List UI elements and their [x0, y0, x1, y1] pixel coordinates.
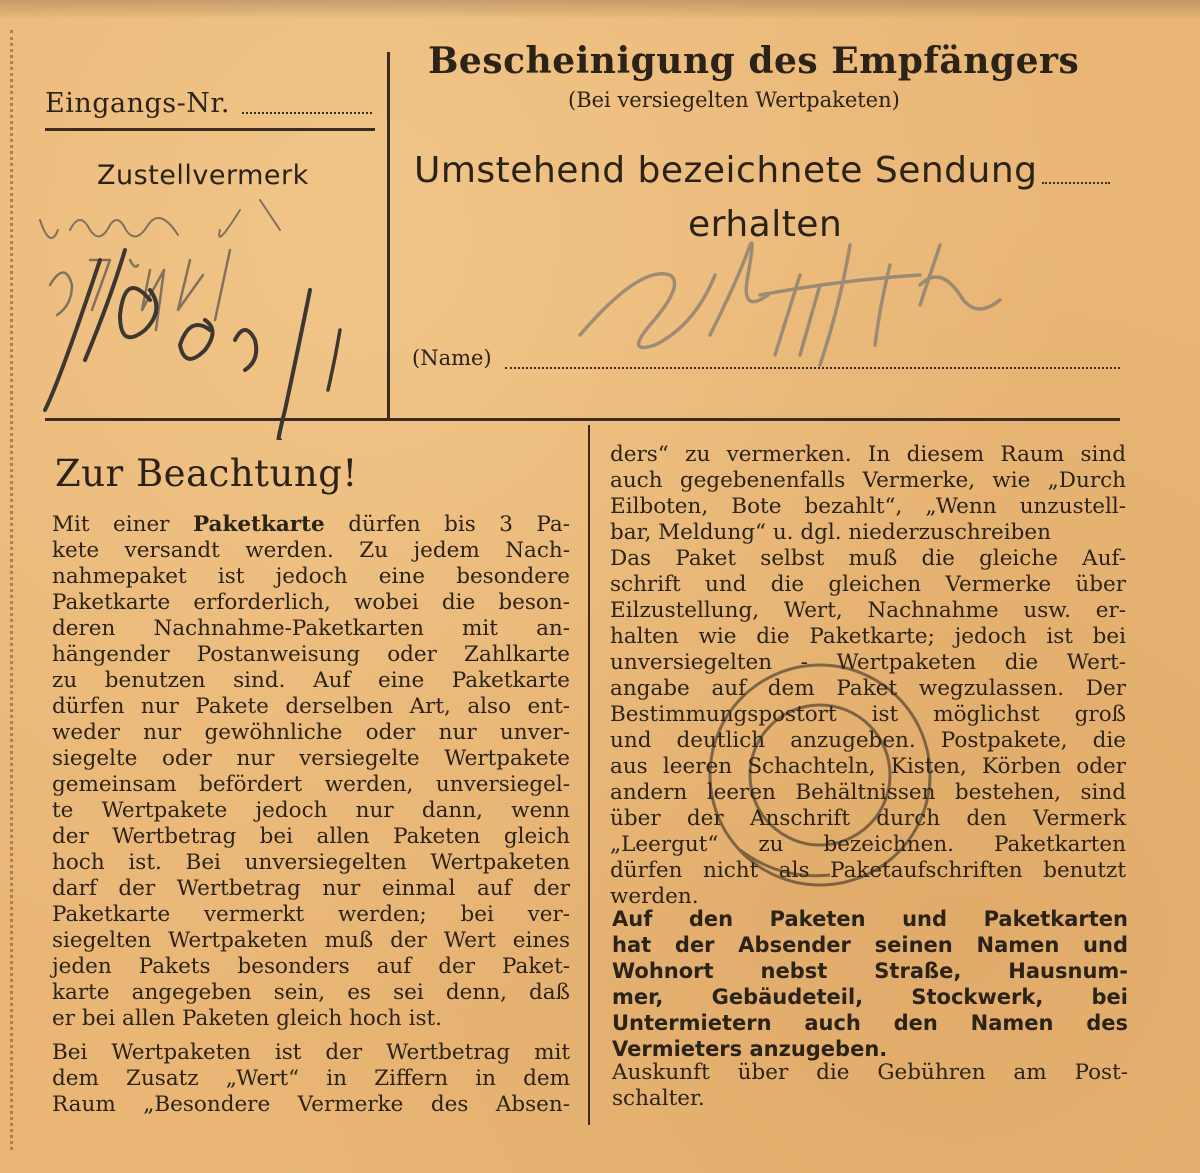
notice-line: hat der Absender seinen Namen und — [612, 933, 1128, 957]
notice-line: dürfen nur Pakete derselben Art, also ent- — [52, 694, 570, 719]
notice-line: nahmepaket ist jedoch eine besondere — [52, 564, 570, 589]
notice-line: halten wie die Paketkarte; jedoch ist bei — [610, 624, 1126, 649]
notice-line: hoch ist. Bei unversiegelten Wertpaketen — [52, 850, 570, 875]
notice-line: deren Nachnahme-Paketkarten mit an- — [52, 616, 570, 641]
notice-line: schalter. — [612, 1086, 705, 1111]
notice-sender-instructions — [612, 906, 1128, 1062]
notice-line: Eilboten, Bote bezahlt“, „Wenn unzustell- — [610, 494, 1126, 519]
notice-left-column — [52, 512, 570, 1032]
received-statement-line2: erhalten — [688, 204, 843, 245]
bottom-divider-vertical — [588, 425, 590, 1125]
notice-line: bar, Meldung“ u. dgl. niederzuschreiben — [610, 520, 1051, 545]
notice-right-column — [610, 442, 1126, 910]
notice-line: kete versandt werden. Zu jedem Nach- — [52, 538, 570, 563]
received-statement-dots — [1042, 182, 1110, 184]
notice-line: Auskunft über die Gebühren am Post- — [612, 1060, 1128, 1085]
notice-line: schrift und die gleichen Vermerke über — [610, 572, 1126, 597]
notice-line: und deutlich anzugeben. Postpakete, die — [610, 728, 1126, 753]
notice-line: angabe auf dem Paket wegzulassen. Der — [610, 676, 1126, 701]
eingang-nr-label: Eingangs-Nr. — [45, 88, 230, 119]
notice-line: karte angegeben sein, es sei denn, daß — [52, 980, 570, 1005]
paper-edge-shadow — [0, 0, 1200, 20]
notice-line: jeden Pakets besonders auf der Paket- — [52, 954, 570, 979]
notice-line: weder nur gewöhnliche oder nur unver- — [52, 720, 570, 745]
notice-line: gemeinsam befördert werden, unversiegel- — [52, 772, 570, 797]
notice-left-column-part2 — [52, 1040, 570, 1118]
notice-line: dürfen nicht als Paketaufschriften benutzt — [610, 858, 1126, 883]
eingang-underline — [45, 128, 375, 131]
handwritten-zustellvermerk — [30, 190, 380, 440]
notice-line: Eilzustellung, Wert, Nachnahme usw. er- — [610, 598, 1126, 623]
notice-line: werden. — [610, 884, 699, 909]
received-statement-line1: Umstehend bezeichnete Sendung — [414, 150, 1038, 191]
notice-line: auch gegebenenfalls Vermerke, wie „Durch — [610, 468, 1126, 493]
notice-line: hängender Postanweisung oder Zahlkarte — [52, 642, 570, 667]
zustellvermerk-label: Zustellvermerk — [97, 160, 309, 191]
notice-line: darf der Wertbetrag nur einmal auf der — [52, 876, 570, 901]
notice-line: mer, Gebäudeteil, Stockwerk, bei — [612, 985, 1128, 1009]
notice-fees-info — [612, 1060, 1128, 1112]
notice-line: te Wertpakete jedoch nur dann, wenn — [52, 798, 570, 823]
notice-line: Untermietern auch den Namen des — [612, 1011, 1128, 1035]
notice-line: Paketkarte vermerkt werden; bei ver- — [52, 902, 570, 927]
notice-line: unversiegelten - Wertpaketen die Wert- — [610, 650, 1126, 675]
notice-line: aus leeren Schachteln, Kisten, Körben oder — [610, 754, 1126, 779]
notice-line: siegelte oder nur versiegelte Wertpakete — [52, 746, 570, 771]
notice-line: dem Zusatz „Wert“ in Ziffern in dem — [52, 1066, 570, 1091]
notice-line: Vermieters anzugeben. — [612, 1037, 888, 1061]
notice-line: Bei Wertpaketen ist der Wertbetrag mit — [52, 1040, 570, 1065]
notice-line: Bestimmungspostort ist möglichst groß — [610, 702, 1126, 727]
notice-line: Raum „Besondere Vermerke des Absen- — [52, 1092, 570, 1117]
certificate-subtitle: (Bei versiegelten Wertpaketen) — [568, 88, 900, 112]
eingang-nr-field — [242, 112, 372, 114]
notice-line: Das Paket selbst muß die gleiche Auf- — [610, 546, 1126, 571]
notice-line: Paketkarte erforderlich, wobei die beson- — [52, 590, 570, 615]
notice-line: Wohnort nebst Straße, Hausnum- — [612, 959, 1128, 983]
notice-line: Mit einer Paketkarte dürfen bis 3 Pa- — [52, 512, 570, 537]
top-divider-vertical — [387, 52, 390, 418]
name-field — [505, 367, 1120, 369]
bold-term: Paketkarte — [192, 512, 325, 537]
notice-line: andern leeren Behältnissen bestehen, sind — [610, 780, 1126, 805]
notice-line: er bei allen Paketen gleich hoch ist. — [52, 1006, 442, 1031]
notice-line: über der Anschrift durch den Vermerk — [610, 806, 1126, 831]
notice-line: Auf den Paketen und Paketkarten — [612, 907, 1128, 931]
notice-line: zu benutzen sind. Auf eine Paketkarte — [52, 668, 570, 693]
notice-line: der Wertbetrag bei allen Paketen gleich — [52, 824, 570, 849]
notice-heading: Zur Beachtung! — [55, 452, 358, 495]
notice-line: „Leergut“ zu bezeichnen. Paketkarten — [610, 832, 1126, 857]
recipient-signature — [560, 225, 1040, 385]
name-label: (Name) — [412, 346, 492, 370]
notice-line: ders“ zu vermerken. In diesem Raum sind — [610, 442, 1126, 467]
certificate-title: Bescheinigung des Empfängers — [428, 40, 1080, 82]
notice-line: siegelten Wertpaketen muß der Wert eines — [52, 928, 570, 953]
perforation-edge — [10, 30, 13, 1150]
